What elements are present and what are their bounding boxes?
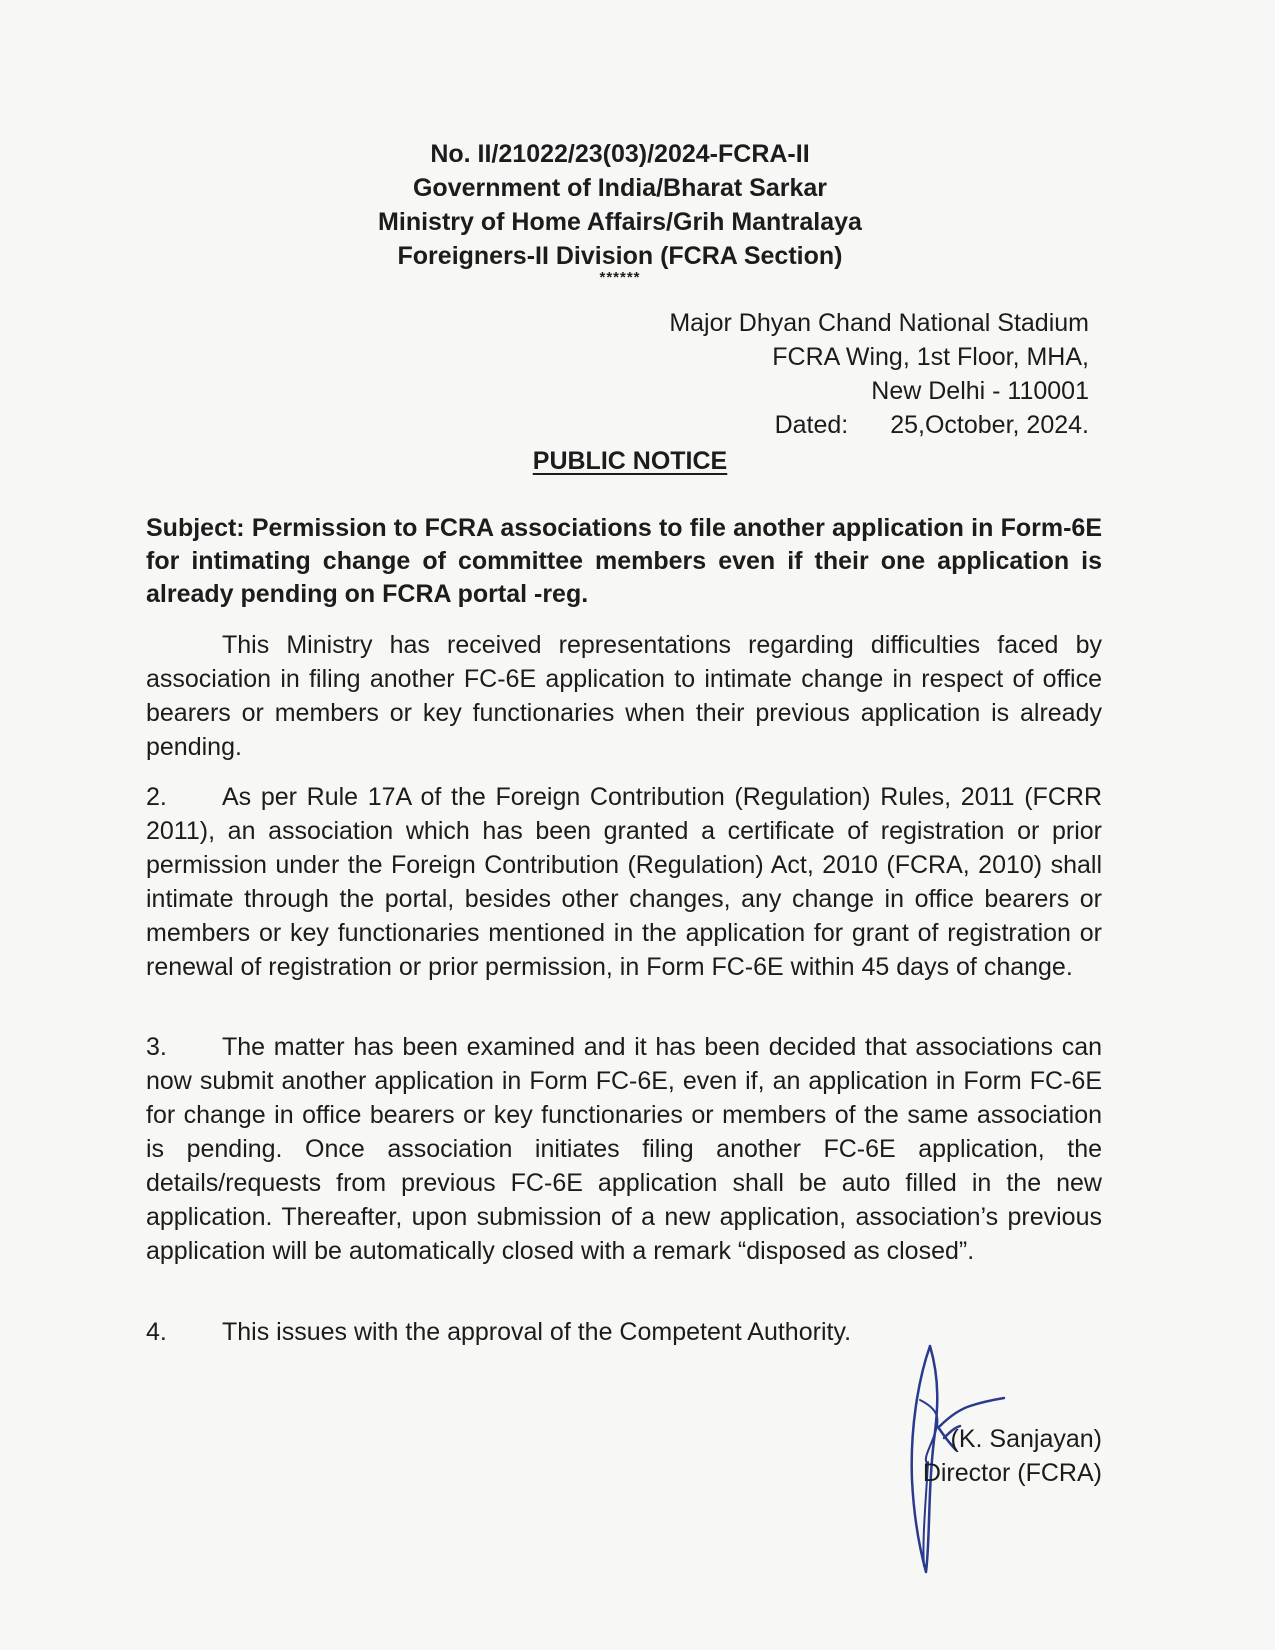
signatory-designation: Director (FCRA) — [922, 1459, 1102, 1487]
dated-label: Dated: — [774, 411, 849, 439]
address-block — [569, 306, 1089, 442]
paragraph-4-number: 4. — [146, 1318, 167, 1346]
address-line-3: New Delhi - 110001 — [871, 377, 1089, 405]
signatory-block — [923, 1422, 1102, 1490]
paragraph-4-text: This issues with the approval of the Competent Authority. — [222, 1318, 852, 1346]
paragraph-3 — [146, 1030, 1102, 1268]
letterhead — [250, 137, 990, 285]
ministry-name: Ministry of Home Affairs/Grih Mantralaya — [378, 208, 862, 236]
signatory-name: (K. Sanjayan) — [950, 1425, 1102, 1453]
address-line-1: Major Dhyan Chand National Stadium — [669, 309, 1089, 337]
paragraph-3-text: The matter has been examined and it has been decided that associations can now submit another application in Form FC-6E, even if, an application in Form FC-6E for change in office bearers or key functionaries or members of the same association is pending. Once association initiates filing another FC-6E application, the details/requests from previous FC-6E application shall be auto filled in the new application. Thereafter, upon submission of a new application, association’s previous application will be automatically closed with a remark “disposed as closed”. — [146, 1033, 1102, 1265]
paragraph-2 — [146, 780, 1102, 984]
address-line-2: FCRA Wing, 1st Floor, MHA, — [772, 343, 1089, 371]
paragraph-2-number: 2. — [146, 783, 167, 811]
government-name: Government of India/Bharat Sarkar — [412, 174, 827, 202]
paragraph-2-text: As per Rule 17A of the Foreign Contribution (Regulation) Rules, 2011 (FCRR 2011), an association which has been granted a certificate of registration or prior permission under the Foreign Contribution (Regulation) Act, 2010 (FCRA, 2010) shall intimate through the portal, besides other changes, any change in office bearers or members or key functionaries mentioned in the application for grant of registration or renewal of registration or prior permission, in Form FC-6E within 45 days of change. — [146, 783, 1102, 981]
paragraph-1: This Ministry has received representations regarding difficulties faced by association in filing another FC-6E application to intimate change in respect of office bearers or members or key functionaries when their previous application is already pending. — [146, 631, 1102, 761]
subject-line: Subject: Permission to FCRA associations to file another application in Form-6E for intimating change of committee members even if their one application is already pending on FCRA portal -reg. — [146, 514, 1102, 608]
paragraph-3-number: 3. — [146, 1033, 167, 1061]
dated-line — [569, 408, 1089, 442]
division-name: Foreigners-II Division (FCRA Section) — [397, 242, 843, 270]
notice-title: PUBLIC NOTICE — [532, 447, 728, 475]
file-number: No. II/21022/23(03)/2024-FCRA-II — [430, 140, 810, 168]
separator-stars: ****** — [599, 269, 641, 286]
dated-value: 25,October, 2024. — [890, 411, 1089, 439]
